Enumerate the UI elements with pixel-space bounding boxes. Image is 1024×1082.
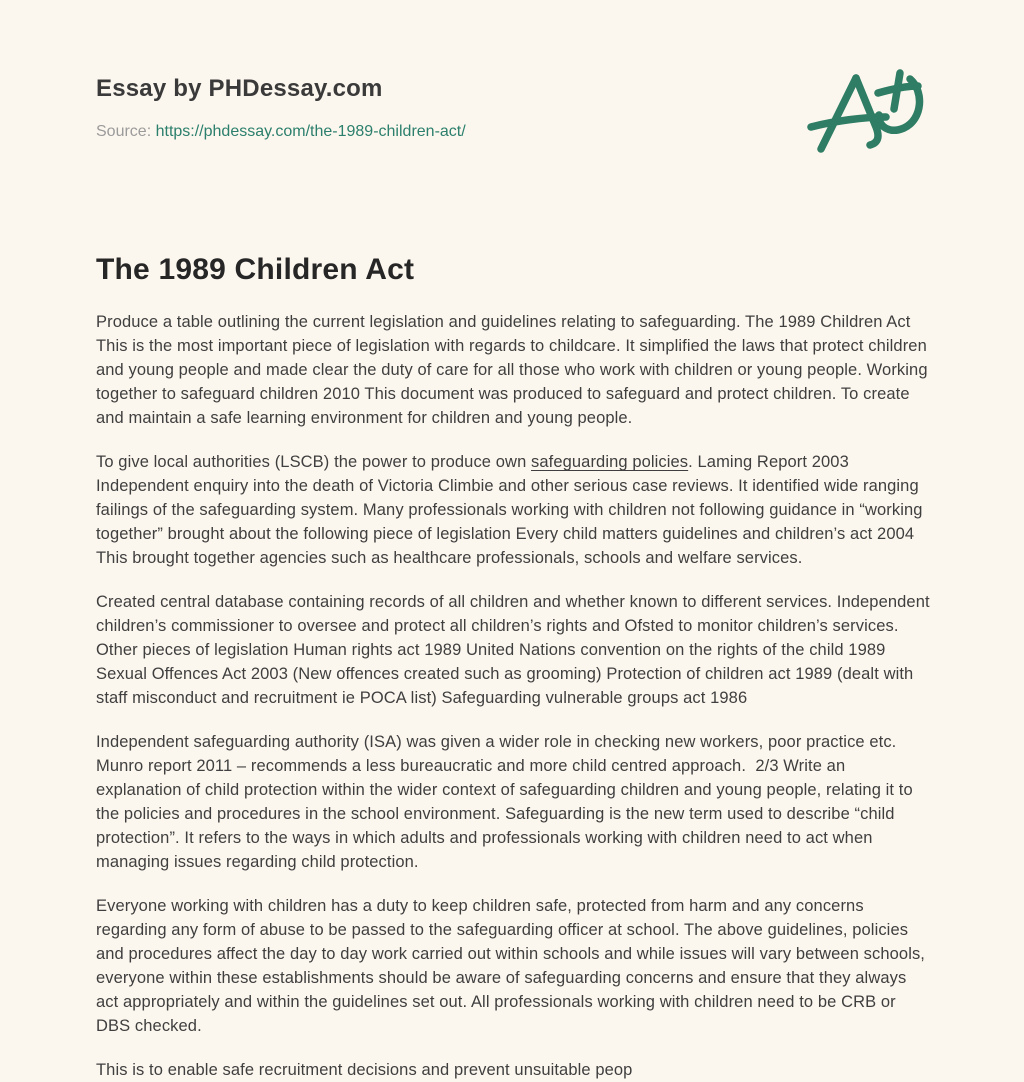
- essay-paragraph-1: Produce a table outlining the current legislation and guidelines relating to safeguarding. The 1989 Children Act This is the most important piece of legislation with regards to childcare. It simplified the laws that protect children and young people and made clear the duty of care for all those who work with children or young people. Working together to safeguard children 2010 This document was produced to safeguard and protect children. To create and maintain a safe learning environment for children and young people.: [96, 313, 928, 427]
- safeguarding-policies-link[interactable]: safeguarding policies: [531, 453, 689, 471]
- essay-title: The 1989 Children Act: [96, 253, 415, 286]
- source-link[interactable]: https://phdessay.com/the-1989-children-act/: [155, 122, 466, 140]
- phdessay-logo: [804, 65, 926, 170]
- paragraph-2-text-before: To give local authorities (LSCB) the power to produce own: [96, 453, 532, 471]
- essay-paragraph-2: [96, 450, 930, 570]
- source-line: [96, 123, 466, 141]
- essay-paragraph-4: Independent safeguarding authority (ISA) was given a wider role in checking new workers, poor practice etc. Munro report 2011 – recommends a less bureaucratic and more child centred approach. 2/3 Write an explanation of child protection within the wider context of safeguarding children and young people, relating it to the policies and procedures in the school environment. Safeguarding is the new term used to describe “child protection”. It refers to the ways in which adults and professionals working with children need to act when managing issues regarding child protection.: [96, 733, 913, 871]
- source-label: Source:: [96, 122, 152, 140]
- essay-paragraph-3: Created central database containing records of all children and whether known to different services. Independent children’s commissioner to oversee and protect all children’s rights and Ofsted to monitor children’s services. Other pieces of legislation Human rights act 1989 United Nations convention on the rights of the child 1989 Sexual Offences Act 2003 (New offences created such as grooming) Protection of children act 1989 (dealt with staff misconduct and recruitment ie POCA list) Safeguarding vulnerable groups act 1986: [96, 593, 930, 707]
- paragraph-2-text-after: . Laming Report 2003 Independent enquiry into the death of Victoria Climbie and other serious case reviews. It identified wide ranging failings of the safeguarding system. Many professionals working with children not following guidance in “working together” brought about the following piece of legislation Every child matters guidelines and children’s act 2004 This brought together agencies such as healthcare professionals, schools and welfare services.: [96, 453, 923, 567]
- header: [96, 75, 930, 170]
- header-left: [96, 75, 466, 141]
- a-plus-logo-icon: [804, 152, 926, 169]
- essay-body: [96, 310, 930, 1082]
- essay-paragraph-5: Everyone working with children has a duty to keep children safe, protected from harm and any concerns regarding any form of abuse to be passed to the safeguarding officer at school. The above guidelines, policies and procedures affect the day to day work carried out within schools and while issues will vary between schools, everyone within these establishments should be aware of safeguarding concerns and ensure that they always act appropriately and within the guidelines set out. All professionals working with children need to be CRB or DBS checked.: [96, 897, 925, 1035]
- essay-paragraph-6: This is to enable safe recruitment decisions and prevent unsuitable peop: [96, 1061, 633, 1079]
- site-heading: Essay by PHDessay.com: [96, 75, 383, 102]
